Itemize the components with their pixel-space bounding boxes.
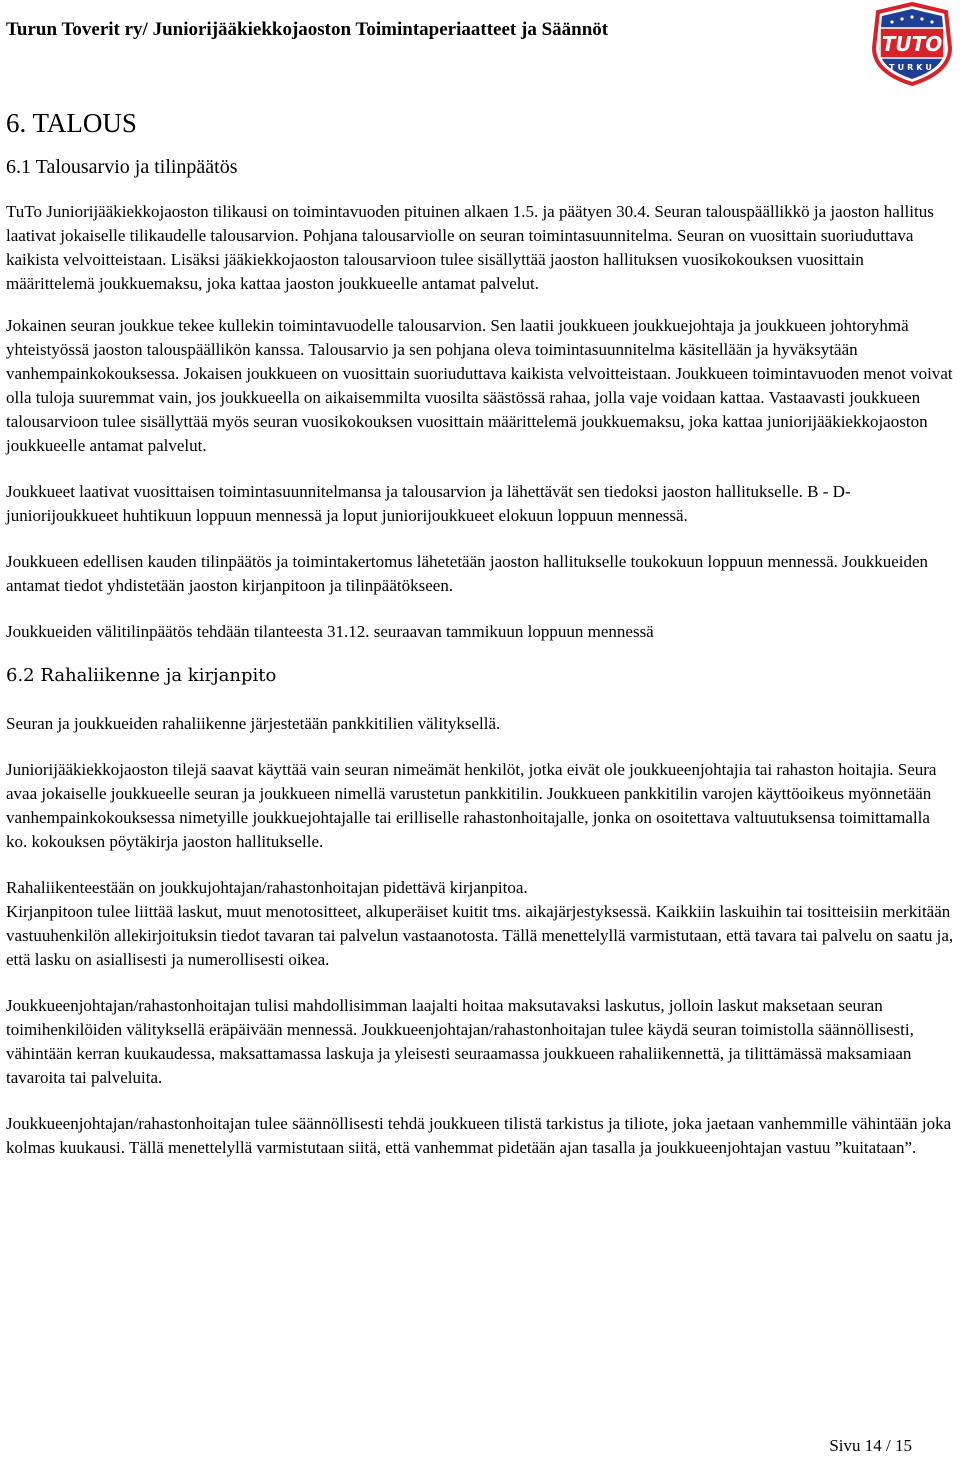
paragraph: Joukkueenjohtajan/rahastonhoitajan tulee säännöllisesti tehdä joukkueen tilistä tarkistus ja tiliote, joka jaetaan vanhemmille vähintään joka kolmas kuukausi. Tällä menettelyllä varmistutaan siitä, että vanhemmat pidetään ajan tasalla ja joukkueenjohtajan vastuu ”kuitataan”. [6, 1114, 952, 1157]
logo-subtext: TURKU [889, 63, 935, 72]
header-title: Turun Toverit ry/ Juniorijääkiekkojaoston Toimintaperiaatteet ja Säännöt [6, 19, 609, 40]
logo-text: TUTO [881, 32, 943, 56]
page-header [0, 0, 960, 90]
paragraph: Seuran ja joukkueiden rahaliikenne järjestetään pankkitilien välityksellä. [6, 714, 501, 733]
paragraph: Rahaliikenteestään on joukkujohtajan/rahastonhoitajan pidettävä kirjanpitoa. [6, 878, 528, 897]
paragraph: Joukkueet laativat vuosittaisen toimintasuunnitelmansa ja talousarvion ja lähettävät sen tiedoksi jaoston hallitukselle. B - D-juniorijoukkueet huhtikuun loppuun mennessä ja loput juniorijoukkueet elokuun loppuun mennessä. [6, 482, 851, 525]
paragraph: Kirjanpitoon tulee liittää laskut, muut menotositteet, alkuperäiset kuitit tms. aikajärjestyksessä. Kaikkiin laskuihin tai tositteisiin merkitään vastuuhenkilön allekirjoituksin tiedot tavaran tai palvelun vastaanotosta. Tällä menettelyllä varmistutaan, että tavara tai palvelu on saatu ja, että lasku on asiallisesti ja numerollisesti oikea. [6, 902, 954, 969]
paragraph: Joukkueenjohtajan/rahastonhoitajan tulisi mahdollisimman laajalti hoitaa maksutavaksi laskutus, jolloin laskut maksetaan seuran toimihenkilöiden välityksellä eräpäivään mennessä. Joukkueenjohtajan/rahastonhoitajan tulee käydä seuran toimistolla säännöllisesti, vähintään kerran kuukaudessa, maksattamassa laskuja ja yleisesti seuraamassa joukkueen rahaliikennettä, ja tilittämässä maksamiaan tavaroita tai palveluita. [6, 996, 914, 1087]
paragraph: Juniorijääkiekkojaoston tilejä saavat käyttää vain seuran nimeämät henkilöt, jotka eivät ole joukkueenjohtajia tai rahaston hoitajia. Seura avaa jokaiselle joukkueelle seuran ja joukkueen nimellä varustetun pankkitilin. Joukkueen pankkitilin varojen käyttöoikeus myönnetään vanhempainkokouksessa nimetyille joukkuejohtajalle tai erilliselle rahastonhoitajalle, jonka on osoitettava valtuutuksensa toimittamalla ko. kokouksen pöytäkirja jaoston hallitukselle. [6, 760, 937, 851]
subsection-title-6-1: 6.1 Talousarvio ja tilinpäätös [6, 156, 238, 178]
tuto-logo-icon [870, 2, 954, 86]
paragraph: TuTo Juniorijääkiekkojaoston tilikausi on toimintavuoden pituinen alkaen 1.5. ja päätyen 30.4. Seuran talouspäällikkö ja jaoston hallitus laativat jokaiselle tilikaudelle talousarvion. Pohjana talousarviolle on seuran toimintasuunnitelma. Seuran on vuosittain suoriuduttava kaikista velvoitteistaan. Lisäksi jääkiekkojaoston talousarvioon tulee sisällyttää jaoston hallituksen vuosikokouksen vuosittain määrittelemä joukkuemaksu, joka kattaa jaoston joukkueelle antamat palvelut. [6, 202, 934, 293]
document-body [6, 104, 954, 1160]
paragraph: Jokainen seuran joukkue tekee kullekin toimintavuodelle talousarvion. Sen laatii joukkueen joukkuejohtaja ja joukkueen johtoryhmä yhteistyössä jaoston talouspäällikön kanssa. Talousarvio ja sen pohjana oleva toimintasuunnitelma käsitellään ja hyväksytään vanhempainkokouksessa. Jokaisen joukkueen on vuosittain suoriuduttava kaikista velvoitteistaan. Joukkueen toimintavuoden menot voivat olla tuloja suuremmat vain, jos joukkueella on aikaisemmilta vuosilta säästössä rahaa, jolla vaje voidaan kattaa. Vastaavasti joukkueen talousarvioon tulee sisällyttää myös seuran vuosikokouksen vuosittain määrittelemä joukkuemaksu, joka kattaa juniorijääkiekkojaoston joukkueelle antamat palvelut. [6, 316, 953, 455]
paragraph: Joukkueiden välitilinpäätös tehdään tilanteesta 31.12. seuraavan tammikuun loppuun mennessä [6, 622, 654, 641]
paragraph: Joukkueen edellisen kauden tilinpäätös ja toimintakertomus lähetetään jaoston hallitukselle toukokuun loppuun mennessä. Joukkueiden antamat tiedot yhdistetään jaoston kirjanpitoon ja tilinpäätökseen. [6, 552, 929, 595]
subsection-title-6-2: 6.2 Rahaliikenne ja kirjanpito [6, 665, 277, 686]
page-number: Sivu 14 / 15 [829, 1436, 912, 1455]
section-title: 6. TALOUS [6, 108, 137, 138]
